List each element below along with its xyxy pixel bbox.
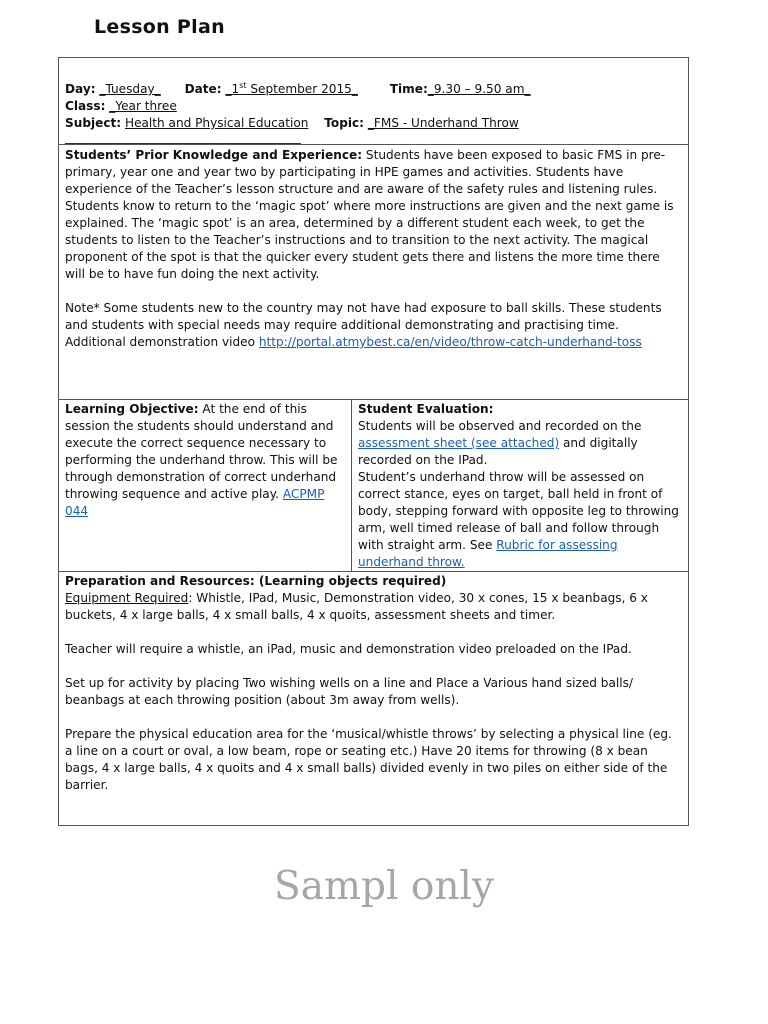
- prior-knowledge-heading: Students’ Prior Knowledge and Experience:: [65, 148, 363, 162]
- subject-value: Health and Physical Education: [124, 116, 309, 131]
- prior-knowledge-text: Students have been exposed to basic FMS in pre-primary, year one and year two by participating in HPE games and activities. Students have experience of the Teacher’s lesson structure and are aware of the safety rules and listening rules. Students know to return to the ‘magic spot’ where more instructions are given and the next game is explained. The ‘magic spot’ is an area, determined by a different student each week, to get the students to listen to the Teacher’s instructions and to transition to the next activity. The magical proponent of the spot is that the quicker every student gets there and listens the more time there will be to have fun doing the next activity.: [65, 148, 674, 281]
- class-value: _Year three: [109, 99, 177, 114]
- lesson-header-section: [59, 58, 688, 145]
- equipment-paragraph: [65, 590, 682, 624]
- learning-objective-text: At the end of this session the students should understand and execute the correct sequence necessary to performing the underhand throw. This will be through demonstration of correct underhand throwing sequence and active play.: [65, 402, 338, 501]
- learning-objective-cell: [59, 400, 352, 571]
- day-label: Day:: [65, 82, 96, 97]
- equipment-label: Equipment Required: [65, 591, 189, 605]
- date-label: Date:: [184, 82, 222, 97]
- subject-label: Subject:: [65, 116, 122, 131]
- assessment-sheet-link[interactable]: assessment sheet (see attached): [358, 436, 560, 450]
- time-label: Time:: [389, 82, 428, 97]
- evaluation-text-2: and digitally recorded on the IPad.: [358, 436, 638, 467]
- evaluation-text-3: Student’s underhand throw will be assessed on correct stance, eyes on target, ball held in front of body, stepping forward with opposite leg to throwing arm, well timed release of ball and follow through with straight arm. See: [358, 470, 679, 552]
- prior-knowledge-paragraph: [65, 147, 682, 283]
- evaluation-text-1: Students will be observed and recorded on the: [358, 419, 642, 433]
- preparation-heading: Preparation and Resources: (Learning objects required): [65, 574, 447, 588]
- prepare-area-paragraph: Prepare the physical education area for the ‘musical/whistle throws’ by selecting a physical line (eg. a line on a court or oval, a low beam, rope or seating etc.) Have 20 items for throwing (8 x bean bags, 4 x large balls, 4 x quoits and 4 x small balls) divided evenly in two piles on either side of the barrier.: [65, 727, 672, 792]
- underline-blank: _______________________________________: [65, 130, 301, 145]
- rubric-link[interactable]: Rubric for assessing underhand throw.: [358, 538, 618, 569]
- setup-paragraph: Set up for activity by placing Two wishing wells on a line and Place a Various hand sized balls/ beanbags at each throwing position (about 3m away from wells).: [65, 676, 633, 707]
- acpmp-link[interactable]: ACPMP 044: [65, 487, 325, 518]
- objective-evaluation-section: [59, 400, 688, 572]
- day-date-time-line: [65, 77, 682, 98]
- time-value: _9.30 – 9.50 am_: [427, 82, 531, 97]
- preparation-section: [59, 572, 688, 825]
- note-text: Note* Some students new to the country may not have had exposure to ball skills. These students and students with special needs may require additional demonstrating and practising time. Additional demonstration video: [65, 301, 662, 349]
- day-value: _Tuesday_: [99, 82, 161, 97]
- date-value: _1st September 2015_: [225, 81, 358, 97]
- topic-value: _FMS - Underhand Throw: [367, 116, 519, 131]
- student-evaluation-cell: [352, 400, 688, 571]
- note-paragraph: [65, 300, 682, 351]
- lesson-plan-table: [58, 57, 689, 826]
- topic-label: Topic:: [324, 116, 365, 131]
- sample-watermark: Sampl only: [274, 864, 494, 909]
- class-label: Class:: [65, 99, 106, 114]
- learning-objective-heading: Learning Objective:: [65, 402, 199, 416]
- teacher-requirements-paragraph: Teacher will require a whistle, an iPad, music and demonstration video preloaded on the IPad.: [65, 642, 632, 656]
- student-evaluation-heading: Student Evaluation:: [358, 402, 494, 416]
- prior-knowledge-section: [59, 145, 688, 400]
- class-line: [65, 98, 682, 115]
- equipment-text: : Whistle, IPad, Music, Demonstration video, 30 x cones, 15 x beanbags, 6 x buckets, 4 x large balls, 4 x small balls, 4 x quoits, assessment sheets and timer.: [65, 591, 648, 622]
- page-title: Lesson Plan: [94, 16, 225, 38]
- demo-video-link[interactable]: http://portal.atmybest.ca/en/video/throw-catch-underhand-toss: [258, 335, 642, 349]
